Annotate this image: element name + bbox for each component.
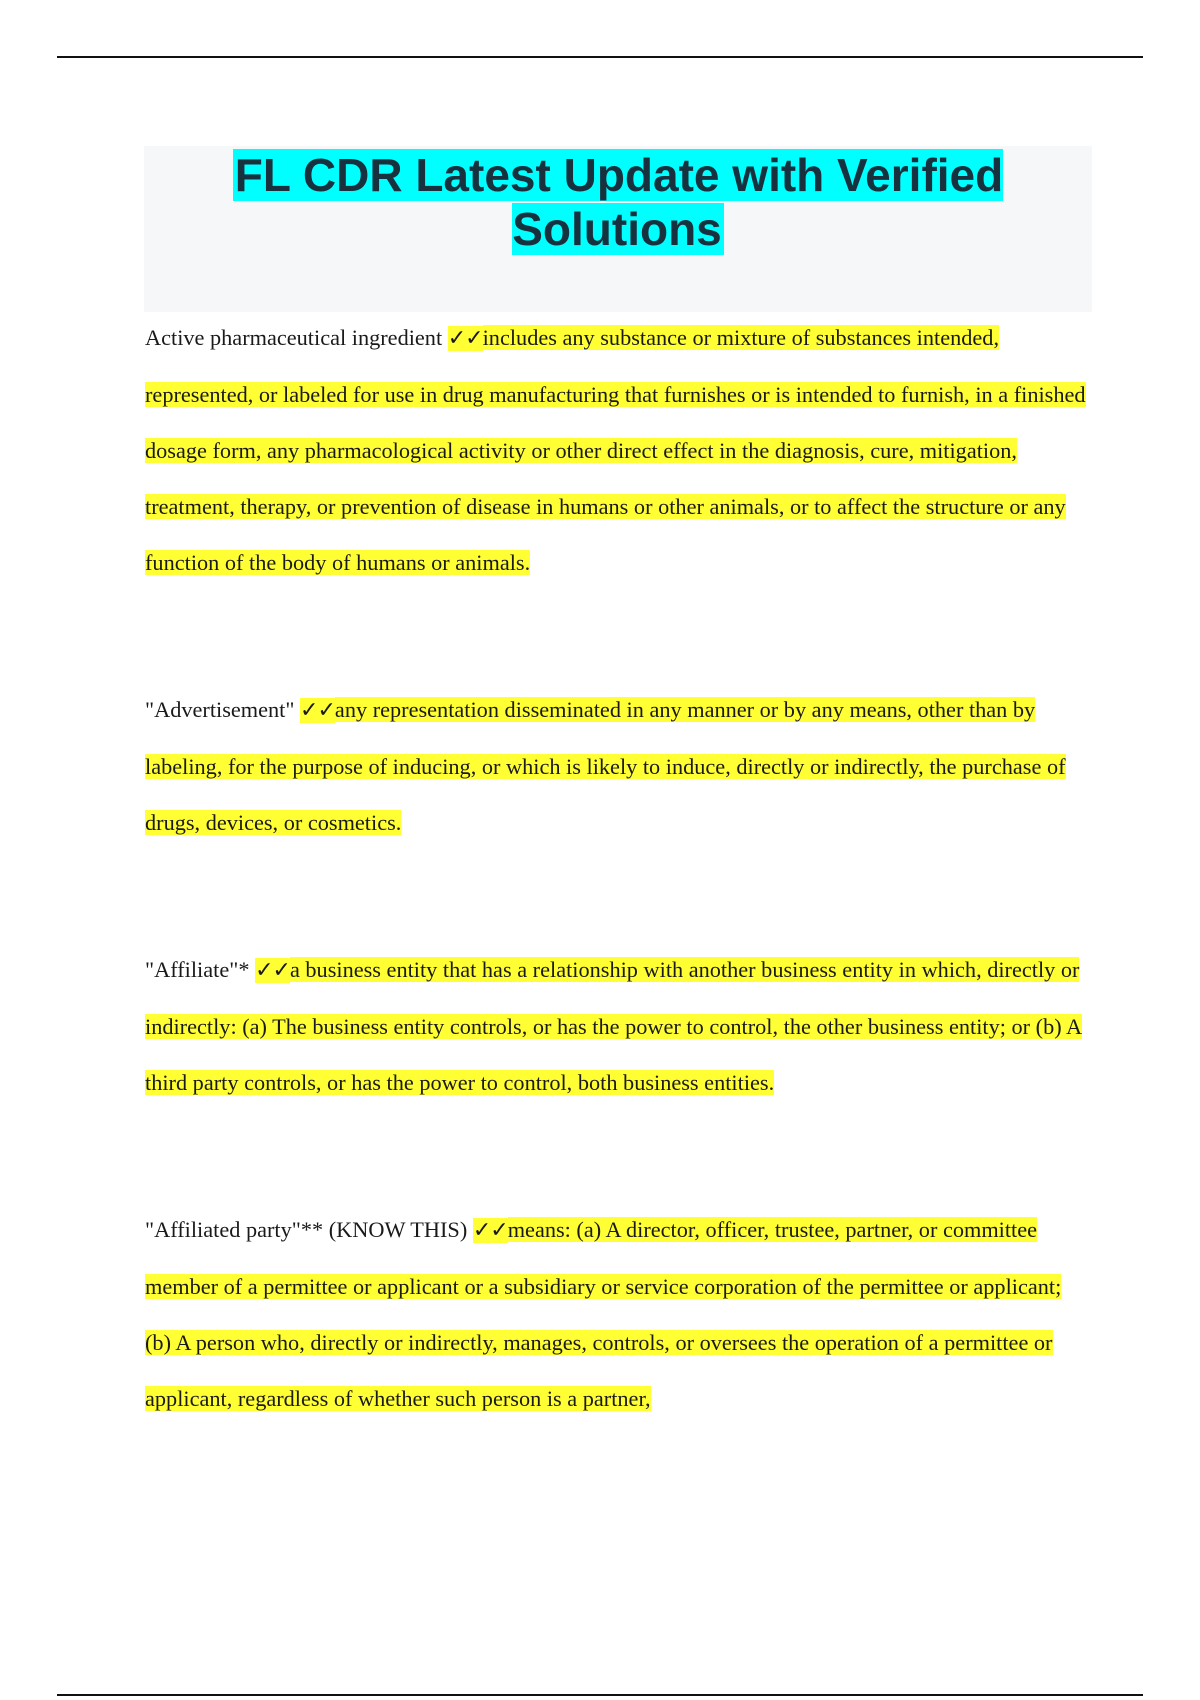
- definition-entry-affiliate: [145, 942, 1087, 1111]
- document-title-text: FL CDR Latest Update with Verified Solutions: [234, 149, 1004, 255]
- double-check-icon: ✓✓: [447, 326, 483, 351]
- entry-term: Active pharmaceutical ingredient: [145, 325, 448, 350]
- entry-definition: includes any substance or mixture of substances intended, represented, or labeled for use in drug manufacturing that furnishes or is intended to furnish, in a finished dosage form, any pharmacological activity or other direct effect in the diagnosis, cure, mitigation, treatment, therapy, or prevention of disease in humans or other animals, or to affect the structure or any function of the body of humans or animals.: [145, 325, 1086, 575]
- bottom-divider: [57, 1694, 1143, 1696]
- definition-entry-advertisement: [145, 682, 1087, 851]
- document-title: [144, 146, 1092, 256]
- definition-entry-affiliated-party: [145, 1202, 1087, 1427]
- top-divider: [57, 56, 1143, 58]
- entry-term: "Affiliate"*: [145, 957, 256, 982]
- entry-definition: means: (a) A director, officer, trustee, partner, or committee member of a permittee or applicant or a subsidiary or service corporation of the permittee or applicant; (b) A person who, directly or indirectly, manages, controls, or oversees the operation of a permittee or applicant, regardless of whether such person is a partner,: [145, 1217, 1062, 1411]
- entry-definition: any representation disseminated in any manner or by any means, other than by labeling, for the purpose of inducing, or which is likely to induce, directly or indirectly, the purchase of drugs, devices, or cosmetics.: [145, 697, 1066, 835]
- double-check-icon: ✓✓: [472, 1218, 508, 1243]
- entry-definition: a business entity that has a relationship with another business entity in which, directly or indirectly: (a) The business entity controls, or has the power to control, the other business entity; or (b) A third party controls, or has the power to control, both business entities.: [145, 957, 1083, 1095]
- title-panel: [144, 146, 1092, 312]
- entry-term: "Affiliated party"** (KNOW THIS): [145, 1217, 473, 1242]
- definition-entry-active-pharmaceutical-ingredient: [145, 310, 1087, 591]
- entry-term: "Advertisement": [145, 697, 301, 722]
- definition-list: [145, 310, 1087, 1518]
- double-check-icon: ✓✓: [255, 958, 290, 983]
- double-check-icon: ✓✓: [300, 698, 335, 723]
